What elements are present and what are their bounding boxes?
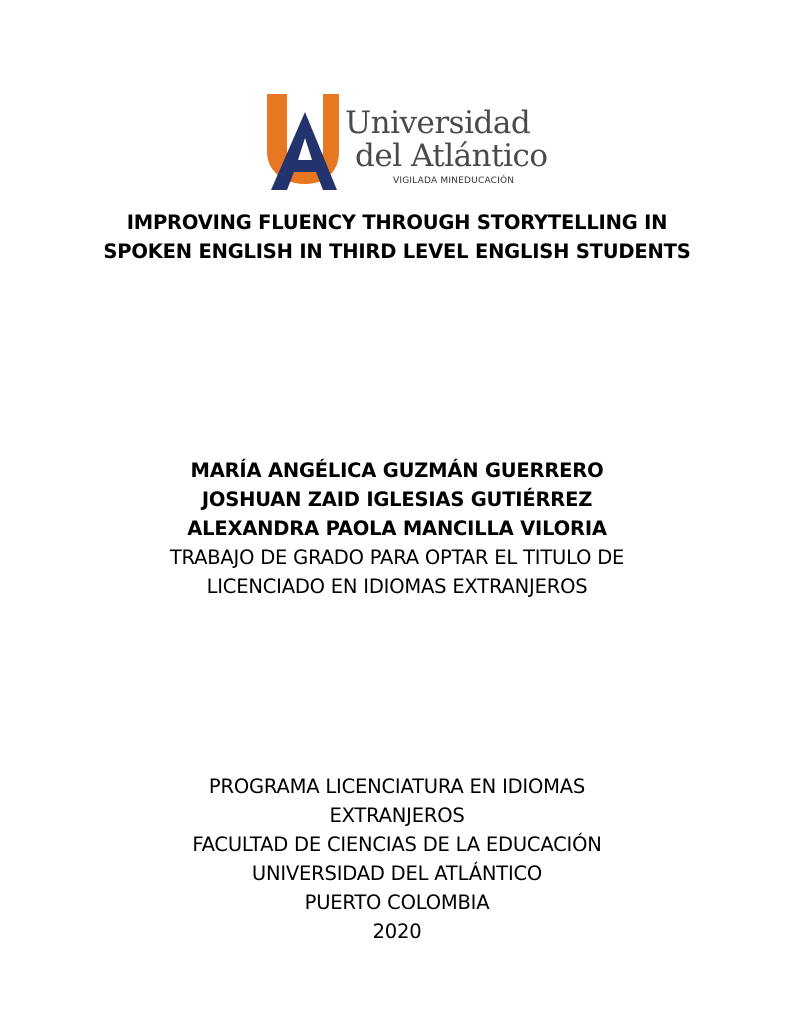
author-name: ALEXANDRA PAOLA MANCILLA VILORIA: [187, 517, 607, 540]
ua-monogram-icon: [265, 92, 345, 192]
logo-wordmark: [345, 105, 548, 174]
logo-name-line1: Universidad: [345, 105, 531, 141]
institution-block: [0, 772, 794, 946]
faculty-line: FACULTAD DE CIENCIAS DE LA EDUCACIÓN: [192, 833, 602, 856]
title-line-2: SPOKEN ENGLISH IN THIRD LEVEL ENGLISH STUDENTS: [103, 240, 691, 263]
author-name: MARÍA ANGÉLICA GUZMÁN GUERRERO: [190, 459, 604, 482]
logo-tagline: VIGILADA MINEDUCACIÓN: [393, 176, 515, 186]
title-line-1: IMPROVING FLUENCY THROUGH STORYTELLING IN: [126, 211, 668, 234]
year-line: 2020: [372, 920, 422, 943]
degree-line-1: TRABAJO DE GRADO PARA OPTAR EL TITULO DE: [169, 546, 625, 569]
degree-line-2: LICENCIADO EN IDIOMAS EXTRANJEROS: [206, 575, 588, 598]
program-line-2: EXTRANJEROS: [329, 804, 465, 827]
author-name: JOSHUAN ZAID IGLESIAS GUTIÉRREZ: [201, 488, 593, 511]
logo-name-line2: del Atlántico: [355, 138, 548, 174]
authors-block: [0, 456, 794, 601]
university-logo: [265, 92, 548, 192]
city-line: PUERTO COLOMBIA: [304, 891, 490, 914]
thesis-title: [0, 208, 794, 266]
university-line: UNIVERSIDAD DEL ATLÁNTICO: [251, 862, 543, 885]
program-line-1: PROGRAMA LICENCIATURA EN IDIOMAS: [208, 775, 586, 798]
